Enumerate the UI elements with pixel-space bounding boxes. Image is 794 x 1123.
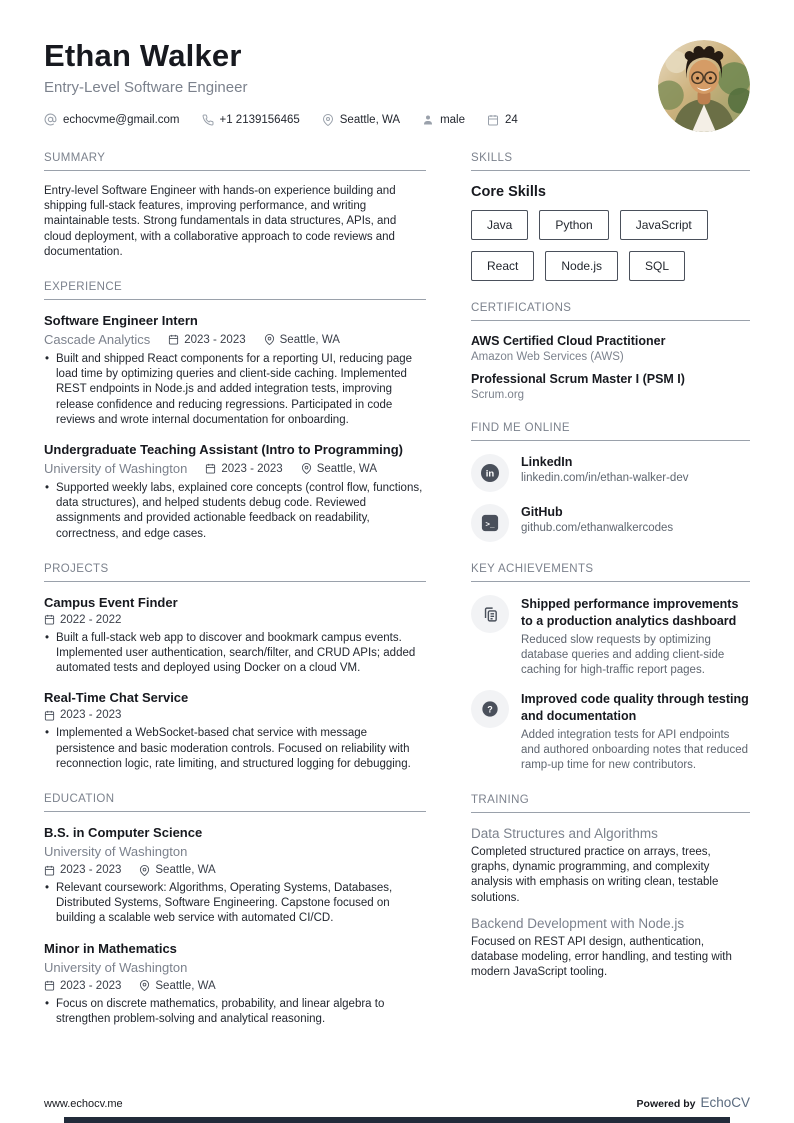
training-description: Completed structured practice on arrays, trees, graphs, dynamic programming, and complexity analysis with emphasis on writing clean, testable solutions.: [471, 846, 719, 904]
linkedin-icon: [471, 454, 509, 492]
certification-issuer: Amazon Web Services (AWS): [471, 351, 624, 363]
education-school: University of Washington: [44, 959, 188, 975]
bottom-accent-bar: [64, 1117, 730, 1123]
documents-icon: [471, 595, 509, 633]
online-profile-github[interactable]: [471, 504, 750, 542]
svg-text:?: ?: [487, 704, 493, 715]
training-description: Focused on REST API design, authentication, database modeling, error handling, and testing with modern JavaScript tooling.: [471, 935, 732, 979]
education-heading: EDUCATION: [44, 793, 426, 812]
skill-chip: Python: [539, 210, 608, 240]
project-dates: 2022 - 2022: [44, 614, 121, 626]
section-summary: [44, 152, 426, 260]
education-location: Seattle, WA: [139, 980, 215, 992]
education-dates: 2023 - 2023: [44, 864, 121, 876]
section-certifications: [471, 302, 750, 401]
certification-issuer: Scrum.org: [471, 389, 525, 401]
experience-heading: EXPERIENCE: [44, 281, 426, 300]
project-bullet: • Implemented a WebSocket-based chat service with message persistence and basic moderation controls. Focused on reliability with reconnection logic, rate limiting, and structured logging for debugging.: [44, 726, 426, 772]
experience-meta: [44, 461, 426, 476]
experience-company: Cascade Analytics: [44, 332, 151, 348]
contact-age: [487, 114, 518, 126]
experience-company: University of Washington: [44, 461, 188, 477]
location-pin-icon: [139, 865, 150, 876]
contact-location: [322, 114, 400, 126]
education-bullet: • Relevant coursework: Algorithms, Operating Systems, Databases, Distributed Systems, Software Engineering. Capstone focused on building a scalable web service with automated CI/CD.: [44, 881, 426, 927]
project-meta: [44, 614, 426, 626]
location-pin-icon: [139, 980, 150, 991]
education-meta: [44, 980, 426, 992]
online-profile-label: GitHub: [521, 505, 563, 519]
project-dates: 2023 - 2023: [44, 709, 121, 721]
experience-meta: [44, 332, 426, 347]
at-icon: [44, 113, 57, 126]
training-item: [471, 826, 750, 906]
contact-email-text: echocvme@gmail.com: [63, 113, 180, 126]
contact-phone: [202, 114, 300, 126]
training-heading: TRAINING: [471, 794, 750, 813]
location-pin-icon: [322, 114, 334, 126]
experience-dates: 2023 - 2023: [168, 334, 245, 346]
project-title: Campus Event Finder: [44, 594, 178, 610]
medal-icon: [471, 690, 509, 728]
online-profile-label: LinkedIn: [521, 455, 573, 469]
education-degree: B.S. in Computer Science: [44, 825, 203, 841]
calendar-icon: [168, 334, 179, 345]
certification-item: [471, 334, 750, 363]
brand-link[interactable]: EchoCV: [700, 1095, 750, 1110]
right-column: [471, 152, 750, 1048]
project-title: Real-Time Chat Service: [44, 690, 189, 706]
certification-item: [471, 372, 750, 401]
calendar-icon: [44, 980, 55, 991]
section-training: [471, 794, 750, 980]
person-icon: [422, 114, 434, 126]
contact-location-text: Seattle, WA: [339, 113, 401, 126]
content-columns: [44, 152, 750, 1048]
achievement-description: Added integration tests for API endpoints and authored onboarding notes that reduced ramp-up time for new contributors.: [521, 729, 748, 771]
section-education: [44, 793, 426, 1027]
training-title: Data Structures and Algorithms: [471, 826, 658, 841]
projects-heading: PROJECTS: [44, 563, 426, 582]
education-dates: 2023 - 2023: [44, 980, 121, 992]
experience-title: Undergraduate Teaching Assistant (Intro to Programming): [44, 442, 403, 458]
contact-phone-text: +1 2139156465: [219, 113, 300, 126]
online-profile-url: linkedin.com/in/ethan-walker-dev: [521, 472, 689, 484]
footer-website-link[interactable]: www.echocv.me: [44, 1098, 123, 1110]
footer: [44, 1095, 750, 1110]
education-degree: Minor in Mathematics: [44, 940, 177, 956]
achievement-item: [471, 595, 750, 678]
job-title: Entry-Level Software Engineer: [44, 79, 248, 96]
experience-dates: 2023 - 2023: [205, 463, 282, 475]
section-skills: [471, 152, 750, 281]
powered-by: [637, 1095, 750, 1110]
achievement-title: Improved code quality through testing and documentation: [521, 692, 749, 723]
powered-by-label: Powered by: [636, 1098, 696, 1110]
experience-location: Seattle, WA: [301, 463, 377, 475]
contact-gender-text: male: [440, 113, 465, 126]
project-bullet: • Built a full-stack web app to discover and bookmark campus events. Implemented user authentication, search/filter, and CRUD APIs; added automated tests and deployed using Docker on a cloud VM.: [44, 631, 426, 677]
skill-chips: [471, 210, 750, 281]
experience-item: [44, 313, 426, 428]
education-item: [44, 825, 426, 927]
location-pin-icon: [264, 334, 275, 345]
certifications-heading: CERTIFICATIONS: [471, 302, 750, 321]
calendar-icon: [487, 114, 499, 126]
calendar-icon: [44, 710, 55, 721]
skill-chip: JavaScript: [620, 210, 708, 240]
training-title: Backend Development with Node.js: [471, 915, 685, 931]
find-me-online-heading: FIND ME ONLINE: [471, 422, 750, 441]
project-meta: [44, 709, 426, 721]
github-icon: [471, 504, 509, 542]
section-key-achievements: [471, 563, 750, 773]
skill-chip: SQL: [629, 251, 685, 281]
section-find-me-online: [471, 422, 750, 542]
experience-title: Software Engineer Intern: [44, 313, 198, 329]
calendar-icon: [44, 614, 55, 625]
phone-icon: [202, 114, 214, 126]
avatar: [658, 40, 750, 132]
skill-chip: Node.js: [545, 251, 618, 281]
profile-photo-illustration: [658, 40, 750, 132]
certification-name: AWS Certified Cloud Practitioner: [471, 334, 666, 348]
header: [44, 38, 750, 126]
skills-group-title: Core Skills: [471, 184, 546, 200]
experience-bullet: • Built and shipped React components for a reporting UI, reducing page load time by optimizing queries and client-side caching. Implemented REST endpoints in Node.js and added integration tests, improving release confidence and reducing regressions. Participated in code reviews and wrote internal documentation for onboarding.: [44, 352, 426, 428]
education-school: University of Washington: [44, 844, 188, 860]
education-item: [44, 941, 426, 1027]
training-item: [471, 916, 750, 981]
summary-text: Entry-level Software Engineer with hands-on experience building and shipping full-stack features, improving performance, and writing maintainable tests. Strong fundamentals in data structures, APIs, and cloud deployment, with a collaborative approach to code reviews and documentation.: [44, 185, 397, 258]
experience-item: [44, 442, 426, 542]
svg-text:>_: >_: [485, 521, 495, 530]
education-bullet: • Focus on discrete mathematics, probability, and linear algebra to strengthen problem-solving and analytical reasoning.: [44, 997, 426, 1027]
experience-bullet: • Supported weekly labs, explained core concepts (control flow, functions, data structures), and helped students debug code. Reviewed assignments and provided actionable feedback on readability, correctness, and edge cases.: [44, 481, 426, 542]
achievement-description: Reduced slow requests by optimizing database queries and adding client-side caching for high-traffic report pages.: [521, 634, 725, 676]
section-projects: [44, 563, 426, 772]
calendar-icon: [205, 463, 216, 474]
contact-age-text: 24: [505, 113, 518, 126]
experience-location: Seattle, WA: [264, 334, 340, 346]
key-achievements-heading: KEY ACHIEVEMENTS: [471, 563, 750, 582]
education-location: Seattle, WA: [139, 864, 215, 876]
education-meta: [44, 864, 426, 876]
name: Ethan Walker: [44, 38, 242, 73]
achievement-item: [471, 690, 750, 773]
calendar-icon: [44, 865, 55, 876]
project-item: [44, 595, 426, 677]
svg-text:in: in: [485, 468, 495, 480]
contact-email[interactable]: [44, 113, 180, 126]
achievement-title: Shipped performance improvements to a production analytics dashboard: [521, 597, 739, 628]
skills-heading: SKILLS: [471, 152, 750, 171]
left-column: [44, 152, 426, 1048]
location-pin-icon: [301, 463, 312, 474]
summary-heading: SUMMARY: [44, 152, 426, 171]
online-profile-linkedin[interactable]: [471, 454, 750, 492]
online-profile-url: github.com/ethanwalkercodes: [521, 522, 674, 534]
skill-chip: React: [471, 251, 534, 281]
skill-chip: Java: [471, 210, 528, 240]
contact-row: [44, 113, 750, 126]
contact-gender: [422, 114, 465, 126]
project-item: [44, 690, 426, 772]
certification-name: Professional Scrum Master I (PSM I): [471, 372, 685, 386]
section-experience: [44, 281, 426, 542]
